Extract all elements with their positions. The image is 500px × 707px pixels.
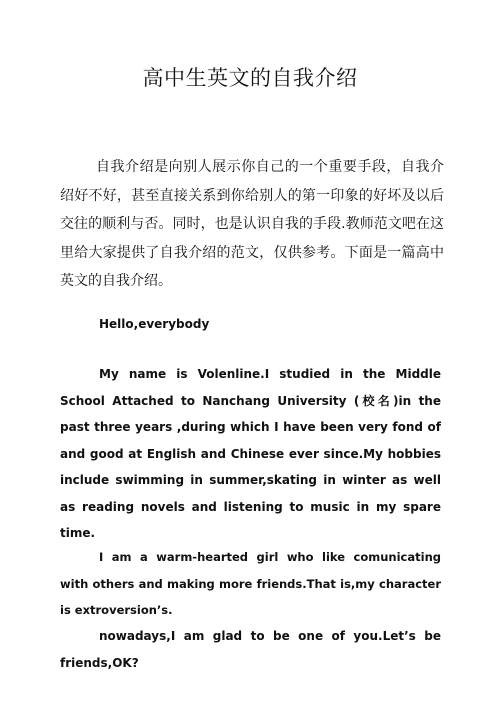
body-paragraph-3: nowadays,I am glad to be one of you.Let’s be friends,OK?: [60, 629, 441, 670]
page-title: 高中生英文的自我介绍: [142, 66, 358, 90]
body-paragraph-1: My name is Volenline.I studied in the Middle School Attached to Nanchang University (校名)in the past three years ,during which I have been very fond of and good at English and Chinese ever since.My hobbies include swimming in summer,skating in winter as well as reading novels and listening to music in my spare time.: [60, 367, 441, 540]
intro-paragraph: 自我介绍是向别人展示你自己的一个重要手段，自我介绍好不好，甚至直接关系到你给别人的第一印象的好坏及以后交往的顺利与否。同时，也是认识自我的手段.教师范文吧在这里给大家提供了自我介绍的范文，仅供参考。下面是一篇高中英文的自我介绍。: [60, 159, 444, 289]
greeting-line: Hello,everybody: [99, 317, 210, 331]
body-paragraph-2: I am a warm-hearted girl who like comunicating with others and making more friends.That is,my character is extroversion’s.: [60, 550, 441, 617]
